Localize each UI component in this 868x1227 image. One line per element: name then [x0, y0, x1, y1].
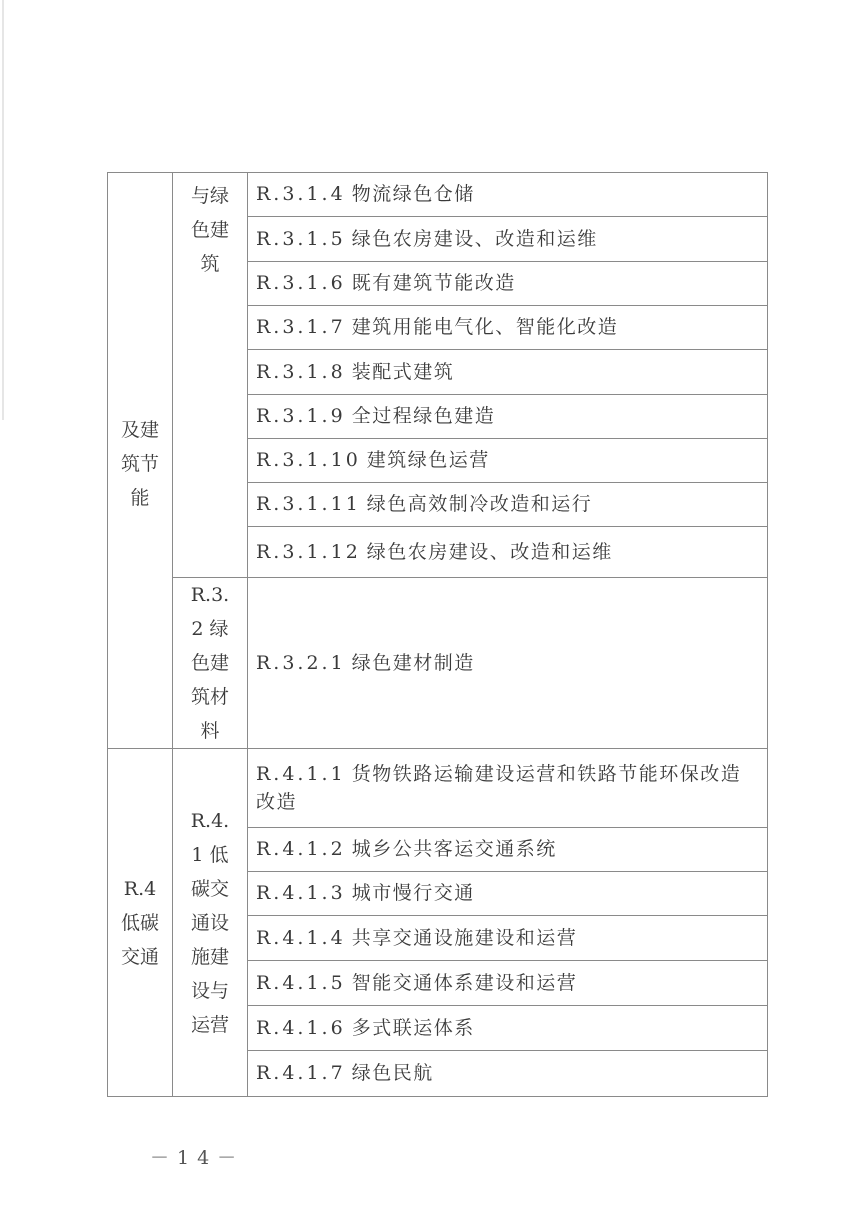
item-text: 城市慢行交通: [351, 882, 475, 905]
item-cell: [248, 483, 768, 527]
item-code: R.4.1.1: [256, 762, 346, 785]
item-text: 装配式建筑: [351, 360, 455, 383]
level1-cell: [108, 173, 173, 749]
level1-label: R.4 低碳交通: [120, 877, 159, 968]
item-code: R.4.1.7: [256, 1062, 346, 1085]
item-cell: [248, 578, 768, 749]
item-cell: [248, 306, 768, 350]
item-text: 多式联运体系: [351, 1016, 475, 1039]
item-code: R.4.1.6: [256, 1016, 346, 1039]
level1-label: 及建筑节能: [120, 418, 159, 509]
item-cell: [248, 1051, 768, 1097]
item-text: 绿色高效制冷改造和运行: [366, 493, 593, 516]
item-text: 绿色建材制造: [351, 651, 475, 674]
item-cell: [248, 173, 768, 217]
item-text: 智能交通体系建设和运营: [351, 971, 578, 994]
item-cell: [248, 916, 768, 961]
item-cell: [248, 350, 768, 395]
table-row: [108, 578, 768, 749]
item-code: R.3.1.4: [256, 183, 346, 206]
level2-cell: [173, 749, 248, 1097]
item-code: R.4.1.2: [256, 838, 346, 861]
item-cell: [248, 872, 768, 916]
item-text: 建筑用能电气化、智能化改造: [351, 316, 619, 339]
item-cell: [248, 217, 768, 262]
item-cell: [248, 395, 768, 439]
level2-label: R.3.2 绿色建筑材料: [190, 584, 230, 742]
item-code: R.3.2.1: [256, 651, 346, 674]
item-text: 绿色民航: [351, 1062, 434, 1085]
item-text: 全过程绿色建造: [351, 405, 496, 428]
item-code: R.3.1.7: [256, 316, 346, 339]
item-text: 物流绿色仓储: [351, 183, 475, 206]
level2-label: 与绿色建筑: [190, 185, 229, 275]
level2-label: R.4.1 低碳交通设施建设与运营: [190, 809, 230, 1036]
item-cell: [248, 828, 768, 872]
item-cell: [248, 439, 768, 483]
item-cell: [248, 961, 768, 1006]
item-text: 货物铁路运输建设运营和铁路节能环保改造改造: [256, 762, 742, 813]
page-number: －14－: [150, 1147, 245, 1169]
level2-cell: [173, 173, 248, 578]
item-code: R.4.1.4: [256, 926, 346, 949]
item-cell: [248, 262, 768, 306]
item-text: 城乡公共客运交通系统: [351, 838, 557, 861]
scan-edge-artifact: [2, 0, 4, 420]
item-code: R.3.1.5: [256, 227, 346, 250]
item-text: 建筑绿色运营: [366, 449, 490, 472]
item-text: 绿色农房建设、改造和运维: [366, 540, 613, 563]
item-code: R.4.1.3: [256, 882, 346, 905]
item-cell: [248, 749, 768, 828]
item-code: R.3.1.6: [256, 272, 346, 295]
item-code: R.3.1.11: [256, 493, 361, 516]
item-cell: [248, 1006, 768, 1051]
level2-cell: [173, 578, 248, 749]
item-code: R.3.1.12: [256, 540, 361, 563]
item-text: 绿色农房建设、改造和运维: [351, 227, 598, 250]
taxonomy-table: [107, 172, 768, 1097]
item-cell: [248, 527, 768, 578]
level1-cell: [108, 749, 173, 1097]
item-code: R.3.1.10: [256, 449, 361, 472]
item-code: R.3.1.9: [256, 405, 346, 428]
table-row: [108, 749, 768, 828]
item-text: 既有建筑节能改造: [351, 272, 516, 295]
table-row: [108, 173, 768, 217]
item-code: R.3.1.8: [256, 360, 346, 383]
item-code: R.4.1.5: [256, 971, 346, 994]
item-text: 共享交通设施建设和运营: [351, 926, 578, 949]
